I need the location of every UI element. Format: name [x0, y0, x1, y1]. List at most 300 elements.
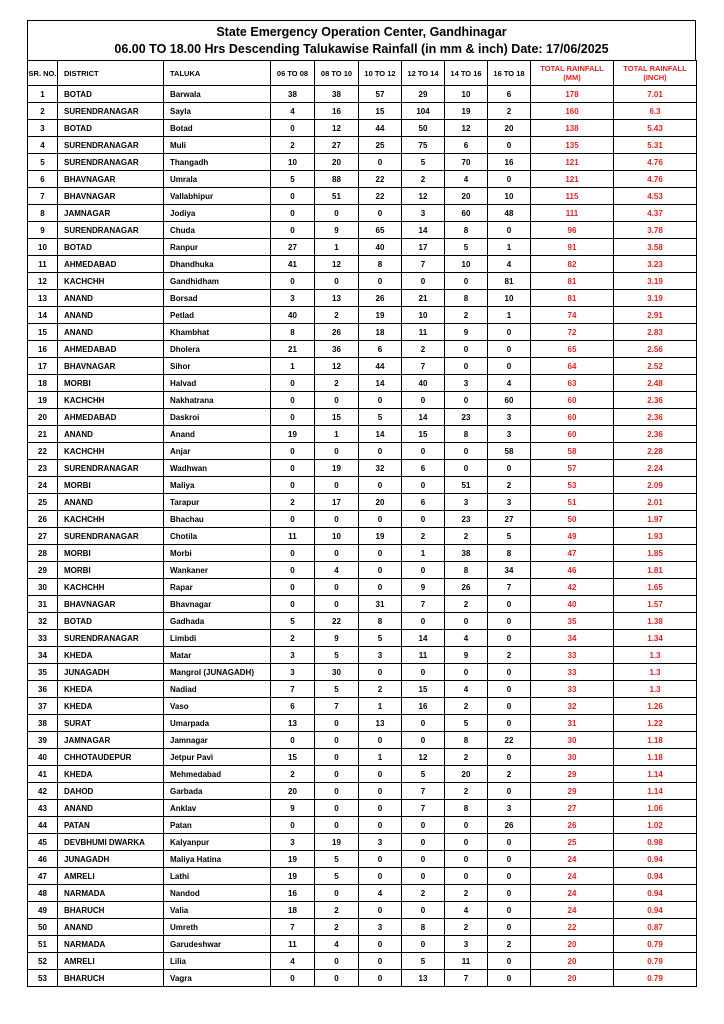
sr-no-cell: 15: [28, 324, 58, 341]
district-cell: AMRELI: [58, 953, 164, 970]
table-row: [28, 562, 697, 579]
rain-06-08-cell: 41: [271, 256, 315, 273]
table-row: [28, 630, 697, 647]
rain-06-08-cell: 0: [271, 120, 315, 137]
district-cell: SURAT: [58, 715, 164, 732]
rain-06-08-cell: 4: [271, 953, 315, 970]
rain-08-10-cell: 5: [315, 851, 359, 868]
table-row: [28, 732, 697, 749]
taluka-cell: Gandhidham: [164, 273, 271, 290]
total-mm-cell: 46: [531, 562, 614, 579]
rain-10-12-cell: 0: [359, 664, 402, 681]
sr-no-cell: 43: [28, 800, 58, 817]
table-row: [28, 239, 697, 256]
taluka-cell: Matar: [164, 647, 271, 664]
rain-10-12-cell: 0: [359, 205, 402, 222]
rain-14-16-cell: 38: [445, 545, 488, 562]
rain-10-12-cell: 5: [359, 630, 402, 647]
rain-12-14-cell: 2: [402, 885, 445, 902]
rain-08-10-cell: 0: [315, 477, 359, 494]
rain-08-10-cell: 7: [315, 698, 359, 715]
rain-14-16-cell: 0: [445, 868, 488, 885]
rain-12-14-cell: 0: [402, 392, 445, 409]
rain-14-16-cell: 3: [445, 936, 488, 953]
rain-14-16-cell: 8: [445, 426, 488, 443]
rainfall-report-sheet: [27, 20, 696, 987]
rain-16-18-cell: 60: [488, 392, 531, 409]
total-mm-cell: 30: [531, 749, 614, 766]
rain-12-14-cell: 0: [402, 715, 445, 732]
district-cell: BHAVNAGAR: [58, 171, 164, 188]
taluka-cell: Umrala: [164, 171, 271, 188]
rain-14-16-cell: 23: [445, 409, 488, 426]
total-mm-cell: 24: [531, 885, 614, 902]
total-inch-cell: 2.83: [614, 324, 697, 341]
rain-14-16-cell: 8: [445, 800, 488, 817]
rain-10-12-cell: 32: [359, 460, 402, 477]
district-cell: SURENDRANAGAR: [58, 154, 164, 171]
table-row: [28, 103, 697, 120]
rain-08-10-cell: 12: [315, 256, 359, 273]
total-inch-cell: 3.78: [614, 222, 697, 239]
rain-06-08-cell: 5: [271, 171, 315, 188]
rain-10-12-cell: 44: [359, 120, 402, 137]
table-row: [28, 545, 697, 562]
total-inch-cell: 1.06: [614, 800, 697, 817]
taluka-cell: Gadhada: [164, 613, 271, 630]
rain-14-16-cell: 2: [445, 307, 488, 324]
header-total-mm: TOTAL RAINFALL (MM): [531, 61, 614, 86]
rain-06-08-cell: 19: [271, 426, 315, 443]
table-row: [28, 256, 697, 273]
rain-12-14-cell: 0: [402, 273, 445, 290]
rain-06-08-cell: 38: [271, 86, 315, 103]
rain-06-08-cell: 20: [271, 783, 315, 800]
taluka-cell: Maliya: [164, 477, 271, 494]
rain-06-08-cell: 0: [271, 273, 315, 290]
rain-10-12-cell: 14: [359, 426, 402, 443]
total-inch-cell: 4.53: [614, 188, 697, 205]
district-cell: ANAND: [58, 324, 164, 341]
district-cell: KHEDA: [58, 698, 164, 715]
rain-10-12-cell: 8: [359, 613, 402, 630]
district-cell: BHAVNAGAR: [58, 596, 164, 613]
rain-16-18-cell: 2: [488, 103, 531, 120]
rain-12-14-cell: 0: [402, 834, 445, 851]
report-title-block: [27, 20, 696, 60]
rain-16-18-cell: 2: [488, 936, 531, 953]
total-mm-cell: 20: [531, 936, 614, 953]
sr-no-cell: 52: [28, 953, 58, 970]
table-row: [28, 766, 697, 783]
rain-08-10-cell: 0: [315, 715, 359, 732]
rain-08-10-cell: 0: [315, 766, 359, 783]
taluka-cell: Bhavnagar: [164, 596, 271, 613]
total-inch-cell: 0.87: [614, 919, 697, 936]
rain-06-08-cell: 0: [271, 511, 315, 528]
table-row: [28, 936, 697, 953]
sr-no-cell: 14: [28, 307, 58, 324]
table-row: [28, 613, 697, 630]
rain-10-12-cell: 5: [359, 409, 402, 426]
rain-06-08-cell: 0: [271, 562, 315, 579]
sr-no-cell: 23: [28, 460, 58, 477]
total-inch-cell: 4.76: [614, 154, 697, 171]
total-mm-cell: 60: [531, 409, 614, 426]
rain-14-16-cell: 2: [445, 596, 488, 613]
sr-no-cell: 20: [28, 409, 58, 426]
rain-16-18-cell: 0: [488, 919, 531, 936]
header-sr-no: SR. NO.: [28, 61, 58, 86]
total-inch-cell: 1.02: [614, 817, 697, 834]
rain-10-12-cell: 0: [359, 868, 402, 885]
rain-12-14-cell: 0: [402, 664, 445, 681]
district-cell: SURENDRANAGAR: [58, 103, 164, 120]
total-mm-cell: 81: [531, 273, 614, 290]
total-inch-cell: 1.97: [614, 511, 697, 528]
rain-08-10-cell: 0: [315, 732, 359, 749]
total-inch-cell: 1.38: [614, 613, 697, 630]
rain-10-12-cell: 0: [359, 953, 402, 970]
rain-12-14-cell: 40: [402, 375, 445, 392]
total-mm-cell: 135: [531, 137, 614, 154]
total-inch-cell: 3.19: [614, 290, 697, 307]
rain-10-12-cell: 20: [359, 494, 402, 511]
rain-06-08-cell: 11: [271, 936, 315, 953]
rain-16-18-cell: 6: [488, 86, 531, 103]
rain-10-12-cell: 4: [359, 885, 402, 902]
total-inch-cell: 2.48: [614, 375, 697, 392]
district-cell: AHMEDABAD: [58, 409, 164, 426]
table-row: [28, 86, 697, 103]
sr-no-cell: 38: [28, 715, 58, 732]
rain-10-12-cell: 0: [359, 902, 402, 919]
total-inch-cell: 2.36: [614, 409, 697, 426]
rain-14-16-cell: 4: [445, 681, 488, 698]
rain-06-08-cell: 19: [271, 851, 315, 868]
total-inch-cell: 1.3: [614, 647, 697, 664]
district-cell: KHEDA: [58, 766, 164, 783]
rain-16-18-cell: 48: [488, 205, 531, 222]
sr-no-cell: 49: [28, 902, 58, 919]
rain-06-08-cell: 0: [271, 409, 315, 426]
district-cell: ANAND: [58, 919, 164, 936]
rain-14-16-cell: 0: [445, 358, 488, 375]
taluka-cell: Garudeshwar: [164, 936, 271, 953]
rain-16-18-cell: 0: [488, 868, 531, 885]
rain-16-18-cell: 2: [488, 766, 531, 783]
rain-08-10-cell: 9: [315, 222, 359, 239]
rain-14-16-cell: 2: [445, 528, 488, 545]
rain-10-12-cell: 0: [359, 579, 402, 596]
taluka-cell: Maliya Hatina: [164, 851, 271, 868]
total-inch-cell: 1.65: [614, 579, 697, 596]
total-mm-cell: 20: [531, 953, 614, 970]
rain-06-08-cell: 3: [271, 664, 315, 681]
rain-16-18-cell: 0: [488, 681, 531, 698]
header-taluka: TALUKA: [164, 61, 271, 86]
rain-12-14-cell: 0: [402, 902, 445, 919]
rain-10-12-cell: 31: [359, 596, 402, 613]
total-inch-cell: 2.09: [614, 477, 697, 494]
rain-08-10-cell: 26: [315, 324, 359, 341]
sr-no-cell: 13: [28, 290, 58, 307]
rain-06-08-cell: 27: [271, 239, 315, 256]
district-cell: BHARUCH: [58, 902, 164, 919]
rain-12-14-cell: 0: [402, 732, 445, 749]
rain-06-08-cell: 0: [271, 375, 315, 392]
rain-16-18-cell: 10: [488, 290, 531, 307]
table-body: [28, 86, 697, 987]
rain-12-14-cell: 0: [402, 562, 445, 579]
total-inch-cell: 0.94: [614, 885, 697, 902]
taluka-cell: Vallabhipur: [164, 188, 271, 205]
rain-16-18-cell: 0: [488, 324, 531, 341]
rain-08-10-cell: 5: [315, 681, 359, 698]
report-subtitle: 06.00 TO 18.00 Hrs Descending Talukawise Rainfall (in mm & inch) Date: 17/06/2025: [114, 42, 609, 56]
rain-08-10-cell: 2: [315, 919, 359, 936]
sr-no-cell: 19: [28, 392, 58, 409]
rain-16-18-cell: 0: [488, 885, 531, 902]
total-mm-cell: 49: [531, 528, 614, 545]
rain-12-14-cell: 15: [402, 426, 445, 443]
rain-08-10-cell: 0: [315, 800, 359, 817]
rain-16-18-cell: 0: [488, 222, 531, 239]
district-cell: PATAN: [58, 817, 164, 834]
table-row: [28, 511, 697, 528]
rain-10-12-cell: 0: [359, 443, 402, 460]
rain-12-14-cell: 5: [402, 953, 445, 970]
district-cell: CHHOTAUDEPUR: [58, 749, 164, 766]
district-cell: BHARUCH: [58, 970, 164, 987]
rain-08-10-cell: 4: [315, 562, 359, 579]
table-row: [28, 579, 697, 596]
total-mm-cell: 20: [531, 970, 614, 987]
rain-08-10-cell: 2: [315, 902, 359, 919]
district-cell: ANAND: [58, 800, 164, 817]
rain-14-16-cell: 26: [445, 579, 488, 596]
rain-06-08-cell: 6: [271, 698, 315, 715]
rain-06-08-cell: 5: [271, 613, 315, 630]
total-inch-cell: 1.14: [614, 783, 697, 800]
rain-14-16-cell: 2: [445, 919, 488, 936]
total-inch-cell: 5.31: [614, 137, 697, 154]
rain-16-18-cell: 2: [488, 647, 531, 664]
rain-10-12-cell: 0: [359, 732, 402, 749]
rain-12-14-cell: 6: [402, 494, 445, 511]
total-mm-cell: 29: [531, 783, 614, 800]
rain-06-08-cell: 2: [271, 494, 315, 511]
rain-14-16-cell: 0: [445, 443, 488, 460]
table-row: [28, 375, 697, 392]
header-08-to-10: 08 TO 10: [315, 61, 359, 86]
sr-no-cell: 7: [28, 188, 58, 205]
taluka-cell: Muli: [164, 137, 271, 154]
sr-no-cell: 26: [28, 511, 58, 528]
rain-08-10-cell: 38: [315, 86, 359, 103]
sr-no-cell: 1: [28, 86, 58, 103]
rain-06-08-cell: 0: [271, 460, 315, 477]
rain-16-18-cell: 7: [488, 579, 531, 596]
district-cell: KHEDA: [58, 681, 164, 698]
district-cell: KHEDA: [58, 647, 164, 664]
table-row: [28, 460, 697, 477]
table-row: [28, 834, 697, 851]
sr-no-cell: 35: [28, 664, 58, 681]
taluka-cell: Halvad: [164, 375, 271, 392]
rain-08-10-cell: 13: [315, 290, 359, 307]
rain-14-16-cell: 2: [445, 698, 488, 715]
table-row: [28, 783, 697, 800]
sr-no-cell: 33: [28, 630, 58, 647]
rain-14-16-cell: 0: [445, 817, 488, 834]
rain-08-10-cell: 20: [315, 154, 359, 171]
rain-06-08-cell: 9: [271, 800, 315, 817]
district-cell: NARMADA: [58, 885, 164, 902]
rain-16-18-cell: 0: [488, 630, 531, 647]
total-inch-cell: 1.18: [614, 749, 697, 766]
total-inch-cell: 2.56: [614, 341, 697, 358]
rain-14-16-cell: 9: [445, 647, 488, 664]
header-06-to-08: 06 TO 08: [271, 61, 315, 86]
rain-12-14-cell: 29: [402, 86, 445, 103]
rain-10-12-cell: 19: [359, 528, 402, 545]
rain-14-16-cell: 4: [445, 902, 488, 919]
sr-no-cell: 18: [28, 375, 58, 392]
total-inch-cell: 2.28: [614, 443, 697, 460]
sr-no-cell: 29: [28, 562, 58, 579]
rain-12-14-cell: 7: [402, 800, 445, 817]
total-mm-cell: 50: [531, 511, 614, 528]
rain-06-08-cell: 3: [271, 290, 315, 307]
rain-12-14-cell: 15: [402, 681, 445, 698]
rain-14-16-cell: 0: [445, 341, 488, 358]
district-cell: AHMEDABAD: [58, 341, 164, 358]
taluka-cell: Rapar: [164, 579, 271, 596]
table-row: [28, 698, 697, 715]
rain-12-14-cell: 11: [402, 647, 445, 664]
rain-16-18-cell: 0: [488, 358, 531, 375]
rain-14-16-cell: 70: [445, 154, 488, 171]
taluka-cell: Kalyanpur: [164, 834, 271, 851]
table-row: [28, 443, 697, 460]
rain-10-12-cell: 0: [359, 851, 402, 868]
district-cell: SURENDRANAGAR: [58, 528, 164, 545]
rain-16-18-cell: 0: [488, 137, 531, 154]
rain-10-12-cell: 26: [359, 290, 402, 307]
rain-14-16-cell: 5: [445, 715, 488, 732]
sr-no-cell: 4: [28, 137, 58, 154]
rain-16-18-cell: 3: [488, 409, 531, 426]
total-mm-cell: 178: [531, 86, 614, 103]
district-cell: AMRELI: [58, 868, 164, 885]
rain-12-14-cell: 0: [402, 511, 445, 528]
rain-12-14-cell: 5: [402, 766, 445, 783]
rain-16-18-cell: 0: [488, 596, 531, 613]
rain-12-14-cell: 50: [402, 120, 445, 137]
rain-08-10-cell: 0: [315, 443, 359, 460]
rain-10-12-cell: 15: [359, 103, 402, 120]
rain-14-16-cell: 19: [445, 103, 488, 120]
rain-10-12-cell: 2: [359, 681, 402, 698]
rain-08-10-cell: 4: [315, 936, 359, 953]
rain-06-08-cell: 1: [271, 358, 315, 375]
table-row: [28, 868, 697, 885]
district-cell: AHMEDABAD: [58, 256, 164, 273]
sr-no-cell: 50: [28, 919, 58, 936]
sr-no-cell: 53: [28, 970, 58, 987]
total-inch-cell: 1.57: [614, 596, 697, 613]
total-mm-cell: 30: [531, 732, 614, 749]
taluka-cell: Wadhwan: [164, 460, 271, 477]
rain-08-10-cell: 16: [315, 103, 359, 120]
sr-no-cell: 9: [28, 222, 58, 239]
total-mm-cell: 33: [531, 664, 614, 681]
rain-10-12-cell: 13: [359, 715, 402, 732]
district-cell: JAMNAGAR: [58, 732, 164, 749]
district-cell: JAMNAGAR: [58, 205, 164, 222]
total-mm-cell: 35: [531, 613, 614, 630]
sr-no-cell: 37: [28, 698, 58, 715]
district-cell: MORBI: [58, 562, 164, 579]
table-row: [28, 341, 697, 358]
taluka-cell: Valia: [164, 902, 271, 919]
total-mm-cell: 24: [531, 851, 614, 868]
rain-12-14-cell: 7: [402, 596, 445, 613]
rain-12-14-cell: 0: [402, 868, 445, 885]
header-10-to-12: 10 TO 12: [359, 61, 402, 86]
rain-14-16-cell: 51: [445, 477, 488, 494]
table-row: [28, 885, 697, 902]
rain-08-10-cell: 0: [315, 953, 359, 970]
rain-12-14-cell: 10: [402, 307, 445, 324]
total-mm-cell: 33: [531, 681, 614, 698]
rain-12-14-cell: 0: [402, 443, 445, 460]
total-mm-cell: 81: [531, 290, 614, 307]
table-row: [28, 290, 697, 307]
total-inch-cell: 1.3: [614, 664, 697, 681]
rain-06-08-cell: 3: [271, 647, 315, 664]
taluka-cell: Dhandhuka: [164, 256, 271, 273]
rain-10-12-cell: 1: [359, 698, 402, 715]
sr-no-cell: 36: [28, 681, 58, 698]
rain-12-14-cell: 75: [402, 137, 445, 154]
taluka-cell: Anjar: [164, 443, 271, 460]
rain-12-14-cell: 17: [402, 239, 445, 256]
district-cell: BOTAD: [58, 613, 164, 630]
rain-06-08-cell: 0: [271, 732, 315, 749]
total-inch-cell: 0.94: [614, 851, 697, 868]
taluka-cell: Nandod: [164, 885, 271, 902]
taluka-cell: Petlad: [164, 307, 271, 324]
total-inch-cell: 1.14: [614, 766, 697, 783]
rainfall-table: [27, 60, 697, 987]
district-cell: MORBI: [58, 375, 164, 392]
rain-06-08-cell: 0: [271, 188, 315, 205]
header-district: DISTRICT: [58, 61, 164, 86]
total-mm-cell: 82: [531, 256, 614, 273]
rain-08-10-cell: 17: [315, 494, 359, 511]
taluka-cell: Dholera: [164, 341, 271, 358]
total-mm-cell: 65: [531, 341, 614, 358]
rain-14-16-cell: 20: [445, 766, 488, 783]
rain-08-10-cell: 0: [315, 545, 359, 562]
table-row: [28, 205, 697, 222]
rain-16-18-cell: 0: [488, 613, 531, 630]
total-inch-cell: 0.94: [614, 902, 697, 919]
rain-14-16-cell: 10: [445, 256, 488, 273]
rain-16-18-cell: 26: [488, 817, 531, 834]
